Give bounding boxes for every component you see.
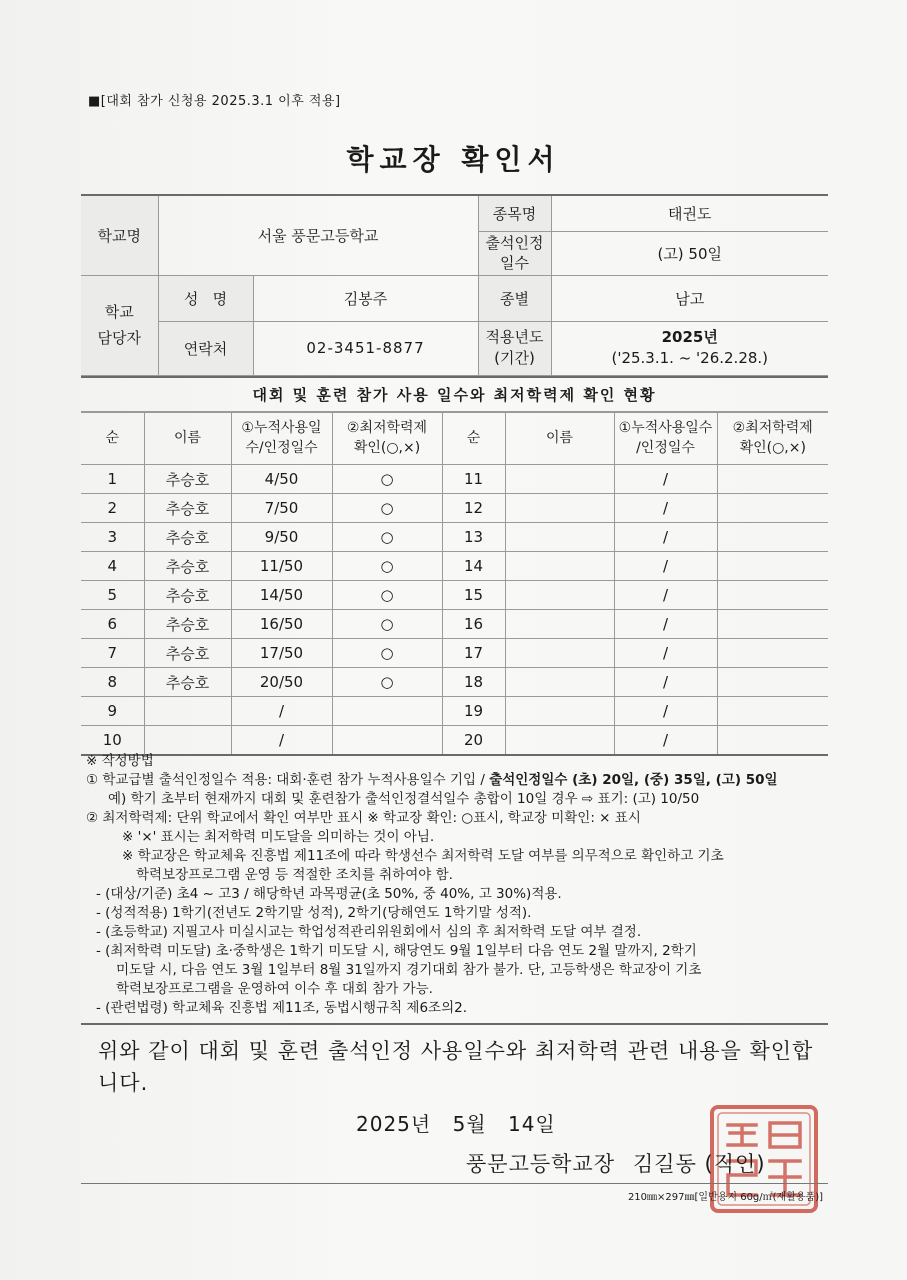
cell-days2: / [614, 726, 717, 756]
cell-name2 [505, 552, 614, 581]
header-note: ■[대회 참가 신청용 2025.3.1 이후 적용] [88, 94, 341, 109]
instructions [86, 752, 826, 1018]
name-label: 성 명 [158, 275, 253, 321]
detail-4-line-1: - (최저학력 미도달) 초·중학생은 1학기 미도달 시, 해당연도 9월 1일부터 다음 연도 2월 말까지, 2학기 [96, 943, 697, 959]
cell-check: ○ [332, 581, 442, 610]
table-row [81, 726, 828, 756]
cell-days2: / [614, 523, 717, 552]
detail-5: - (관련법령) 학교체육 진흥법 제11조, 동법시행규칙 제6조의2. [96, 1000, 467, 1016]
gender-label: 종별 [478, 275, 551, 321]
cell-check2 [717, 726, 828, 756]
cell-check2 [717, 639, 828, 668]
table-row [81, 552, 828, 581]
date [356, 1108, 570, 1137]
cell-no: 6 [81, 610, 144, 639]
cell-days2: / [614, 610, 717, 639]
cell-check: ○ [332, 523, 442, 552]
cell-name2 [505, 494, 614, 523]
signer [466, 1148, 766, 1178]
divider [81, 1023, 828, 1025]
cell-days: / [231, 726, 332, 756]
cell-check2 [717, 494, 828, 523]
sport-value: 태권도 [551, 195, 828, 231]
table-row [81, 610, 828, 639]
detail-1: - (대상/기준) 초4 ~ 고3 / 해당학년 과목평균(초 50%, 중 40%, 고 30%)적용. [96, 886, 562, 902]
cell-no: 5 [81, 581, 144, 610]
col-header-name-2: 이름 [505, 412, 614, 465]
cell-check2 [717, 465, 828, 494]
table-row [81, 465, 828, 494]
cell-no: 4 [81, 552, 144, 581]
year-label: 적용년도 (기간) [478, 321, 551, 375]
cell-name2 [505, 726, 614, 756]
school-value: 서울 풍문고등학교 [158, 195, 478, 275]
cell-days: 7/50 [231, 494, 332, 523]
name-value: 김봉주 [253, 275, 478, 321]
year-value: 2025년 [661, 328, 718, 346]
school-label: 학교명 [81, 195, 158, 275]
col-header-days: ①누적사용일 수/인정일수 [231, 412, 332, 465]
cell-name [144, 726, 231, 756]
cell-name2 [505, 668, 614, 697]
cell-days2: / [614, 697, 717, 726]
note-1-bold: 출석인정일수 (초) 20일, (중) 35일, (고) 50일 [489, 772, 778, 788]
cell-days: 9/50 [231, 523, 332, 552]
cell-name: 추승호 [144, 668, 231, 697]
cell-days: 4/50 [231, 465, 332, 494]
notes-heading: ※ 작성방법 [86, 753, 154, 769]
detail-2: - (성적적용) 1학기(전년도 2학기말 성적), 2학기(당해연도 1학기말 성적). [96, 905, 532, 921]
table-row [81, 581, 828, 610]
date-year: 2025년 [356, 1112, 432, 1136]
note-1-text: ① 학교급별 출석인정일수 적용: 대회·훈련 참가 누적사용일수 기입 / [86, 772, 490, 788]
detail-4-line-3: 학력보장프로그램을 운영하여 이수 후 대회 참가 가능. [116, 981, 433, 997]
cell-no2: 15 [442, 581, 505, 610]
manager-label: 학교 담당자 [81, 275, 158, 375]
cell-check: ○ [332, 494, 442, 523]
col-header-days-2: ①누적사용일수 /인정일수 [614, 412, 717, 465]
cell-check2 [717, 581, 828, 610]
cell-check2 [717, 668, 828, 697]
table-row [81, 523, 828, 552]
contact-label: 연락처 [158, 321, 253, 375]
confirmation-text: 위와 같이 대회 및 훈련 출석인정 사용일수와 최저학력 관련 내용을 확인합니다. [98, 1039, 814, 1095]
cell-days2: / [614, 581, 717, 610]
cell-days: 11/50 [231, 552, 332, 581]
gender-value: 남고 [551, 275, 828, 321]
note-4-line-1: ※ 학교장은 학교체육 진흥법 제11조에 따라 학생선수 최저학력 도달 여부를 의무적으로 확인하고 기초 [122, 848, 724, 864]
year-cell [551, 321, 828, 375]
cell-check2 [717, 610, 828, 639]
cell-name: 추승호 [144, 639, 231, 668]
attendance-days-value: (고) 50일 [551, 231, 828, 275]
cell-no2: 13 [442, 523, 505, 552]
cell-name: 추승호 [144, 552, 231, 581]
cell-name: 추승호 [144, 523, 231, 552]
attendance-days-label: 출석인정 일수 [478, 231, 551, 275]
table-row [81, 668, 828, 697]
cell-no2: 11 [442, 465, 505, 494]
cell-check2 [717, 523, 828, 552]
cell-days: / [231, 697, 332, 726]
cell-days: 17/50 [231, 639, 332, 668]
cell-days2: / [614, 494, 717, 523]
sport-label: 종목명 [478, 195, 551, 231]
cell-no: 3 [81, 523, 144, 552]
cell-check: ○ [332, 465, 442, 494]
contact-value: 02-3451-8877 [253, 321, 478, 375]
cell-no: 7 [81, 639, 144, 668]
cell-no2: 14 [442, 552, 505, 581]
cell-check: ○ [332, 610, 442, 639]
section-title: 대회 및 훈련 참가 사용 일수와 최저학력제 확인 현황 [81, 376, 828, 413]
cell-check2 [717, 697, 828, 726]
cell-no: 10 [81, 726, 144, 756]
note-3: ※ '×' 표시는 최저학력 미도달을 의미하는 것이 아님. [122, 829, 435, 845]
cell-name: 추승호 [144, 581, 231, 610]
page-title: 학교장 확인서 [346, 143, 561, 176]
footer-divider [81, 1183, 828, 1184]
cell-check: ○ [332, 552, 442, 581]
cell-days2: / [614, 552, 717, 581]
cell-days: 20/50 [231, 668, 332, 697]
cell-name [144, 697, 231, 726]
cell-no: 9 [81, 697, 144, 726]
info-table [81, 194, 828, 376]
detail-3: - (초등학교) 지필고사 미실시교는 학업성적관리위원회에서 심의 후 최저학력 도달 여부 결정. [96, 924, 642, 940]
cell-check [332, 697, 442, 726]
cell-name: 추승호 [144, 494, 231, 523]
note-1 [86, 771, 826, 790]
col-header-name: 이름 [144, 412, 231, 465]
cell-no: 8 [81, 668, 144, 697]
cell-name2 [505, 581, 614, 610]
cell-no: 1 [81, 465, 144, 494]
cell-name2 [505, 610, 614, 639]
note-1-example: 예) 학기 초부터 현재까지 대회 및 훈련참가 출석인정결석일수 총합이 10일 경우 ⇨ 표기: (고) 10/50 [108, 791, 700, 807]
cell-no2: 19 [442, 697, 505, 726]
cell-days2: / [614, 668, 717, 697]
cell-days2: / [614, 639, 717, 668]
cell-name2 [505, 523, 614, 552]
table-header-row [81, 412, 828, 465]
date-month: 5월 [452, 1112, 487, 1136]
usage-table [81, 411, 828, 756]
col-header-no: 순 [81, 412, 144, 465]
col-header-check-2: ②최저학력제 확인(○,×) [717, 412, 828, 465]
cell-name: 추승호 [144, 610, 231, 639]
cell-check: ○ [332, 639, 442, 668]
cell-no2: 17 [442, 639, 505, 668]
cell-check: ○ [332, 668, 442, 697]
cell-name: 추승호 [144, 465, 231, 494]
date-day: 14일 [507, 1112, 556, 1136]
table-row [81, 697, 828, 726]
note-4-line-2: 학력보장프로그램 운영 등 적절한 조치를 취하여야 함. [136, 867, 453, 883]
table-row [81, 494, 828, 523]
cell-days2: / [614, 465, 717, 494]
cell-no: 2 [81, 494, 144, 523]
cell-check2 [717, 552, 828, 581]
cell-name2 [505, 465, 614, 494]
col-header-check: ②최저학력제 확인(○,×) [332, 412, 442, 465]
note-2: ② 최저학력제: 단위 학교에서 확인 여부만 표시 ※ 학교장 확인: ○표시, 학교장 미확인: × 표시 [86, 810, 641, 826]
cell-no2: 18 [442, 668, 505, 697]
detail-4-line-2: 미도달 시, 다음 연도 3월 1일부터 8월 31일까지 경기대회 참가 불가. 단, 고등학생은 학교장이 기초 [116, 962, 702, 978]
cell-name2 [505, 697, 614, 726]
cell-check [332, 726, 442, 756]
paper-spec: 210㎜×297㎜[일반용지 60g/㎡(재활용품)] [627, 1192, 823, 1203]
cell-no2: 12 [442, 494, 505, 523]
cell-days: 16/50 [231, 610, 332, 639]
cell-no2: 20 [442, 726, 505, 756]
table-row [81, 639, 828, 668]
cell-days: 14/50 [231, 581, 332, 610]
signer-title: 풍문고등학교장 [466, 1152, 616, 1176]
signer-name: 김길동 (직인) [633, 1152, 766, 1176]
cell-name2 [505, 639, 614, 668]
col-header-no-2: 순 [442, 412, 505, 465]
cell-no2: 16 [442, 610, 505, 639]
period-value: ('25.3.1. ~ '26.2.28.) [611, 349, 769, 367]
